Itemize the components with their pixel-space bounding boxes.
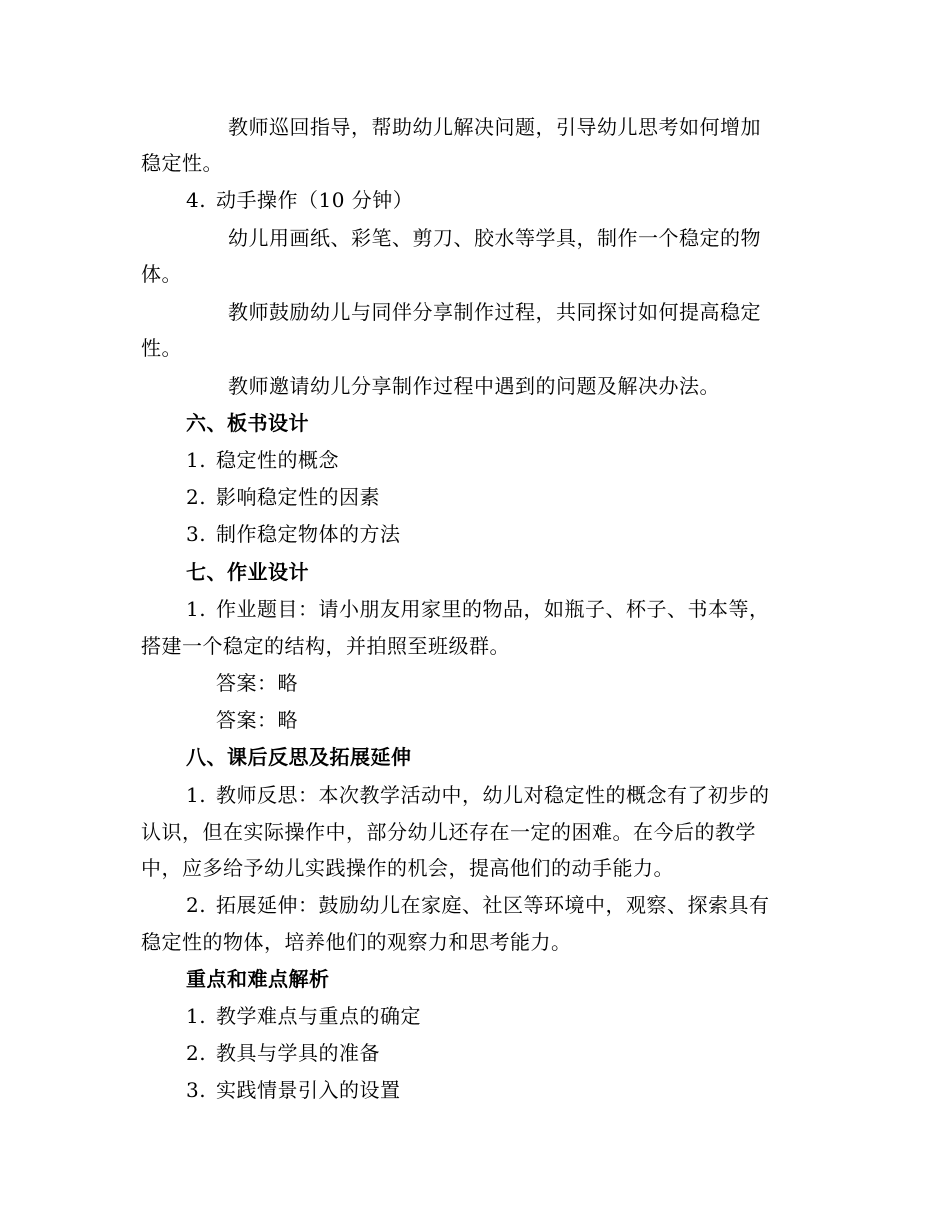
paragraph-line: 幼儿用画纸、彩笔、剪刀、胶水等学具，制作一个稳定的物 bbox=[228, 226, 761, 250]
list-item bbox=[186, 895, 770, 915]
answer-text: 答案：略 bbox=[216, 708, 298, 732]
section-heading: 八、课后反思及拓展延伸 bbox=[186, 745, 412, 769]
paragraph-line: 体。 bbox=[141, 262, 182, 286]
list-item bbox=[186, 599, 770, 619]
list-number: 4. bbox=[186, 188, 207, 212]
paragraph-line: 搭建一个稳定的结构，并拍照至班级群。 bbox=[141, 634, 510, 658]
section-heading: 六、板书设计 bbox=[186, 411, 309, 435]
list-text: 影响稳定性的因素 bbox=[216, 485, 380, 509]
list-number: 1. bbox=[186, 597, 207, 621]
list-item bbox=[186, 1080, 401, 1100]
list-item bbox=[186, 1043, 380, 1063]
list-item bbox=[186, 1006, 421, 1026]
list-item bbox=[186, 487, 380, 507]
list-number: 1. bbox=[186, 448, 207, 472]
list-text: 稳定性的概念 bbox=[216, 448, 339, 472]
paragraph-line: 中，应多给予幼儿实践操作的机会，提高他们的动手能力。 bbox=[141, 856, 674, 880]
list-text: 实践情景引入的设置 bbox=[216, 1078, 401, 1102]
list-item bbox=[186, 785, 770, 805]
list-item bbox=[186, 450, 339, 470]
list-text: 教具与学具的准备 bbox=[216, 1041, 380, 1065]
paragraph-line: 认识，但在实际操作中，部分幼儿还存在一定的困难。在今后的教学 bbox=[141, 820, 756, 844]
list-number: 2. bbox=[186, 1041, 207, 1065]
list-item bbox=[186, 190, 413, 210]
list-text: 制作稳定物体的方法 bbox=[216, 522, 401, 546]
list-number: 2. bbox=[186, 893, 207, 917]
list-number: 2. bbox=[186, 485, 207, 509]
list-text: 教师反思：本次教学活动中，幼儿对稳定性的概念有了初步的 bbox=[216, 783, 770, 807]
list-item bbox=[186, 524, 401, 544]
paragraph-line: 稳定性。 bbox=[141, 151, 223, 175]
list-number: 3. bbox=[186, 1078, 207, 1102]
list-text: 教学难点与重点的确定 bbox=[216, 1004, 421, 1028]
list-text: 拓展延伸：鼓励幼儿在家庭、社区等环境中，观察、探索具有 bbox=[216, 893, 770, 917]
paragraph-line: 教师鼓励幼儿与同伴分享制作过程，共同探讨如何提高稳定 bbox=[228, 300, 761, 324]
list-number: 1. bbox=[186, 1004, 207, 1028]
section-heading: 七、作业设计 bbox=[186, 560, 309, 584]
paragraph-line: 教师巡回指导，帮助幼儿解决问题，引导幼儿思考如何增加 bbox=[228, 115, 761, 139]
paragraph-line: 稳定性的物体，培养他们的观察力和思考能力。 bbox=[141, 930, 572, 954]
section-heading: 重点和难点解析 bbox=[186, 967, 330, 991]
list-text: 动手操作（10 分钟） bbox=[216, 188, 414, 212]
list-number: 1. bbox=[186, 783, 207, 807]
paragraph-line: 教师邀请幼儿分享制作过程中遇到的问题及解决办法。 bbox=[228, 374, 720, 398]
paragraph-line: 性。 bbox=[141, 336, 182, 360]
list-text: 作业题目：请小朋友用家里的物品，如瓶子、杯子、书本等， bbox=[216, 597, 770, 621]
answer-text: 答案：略 bbox=[216, 671, 298, 695]
list-number: 3. bbox=[186, 522, 207, 546]
